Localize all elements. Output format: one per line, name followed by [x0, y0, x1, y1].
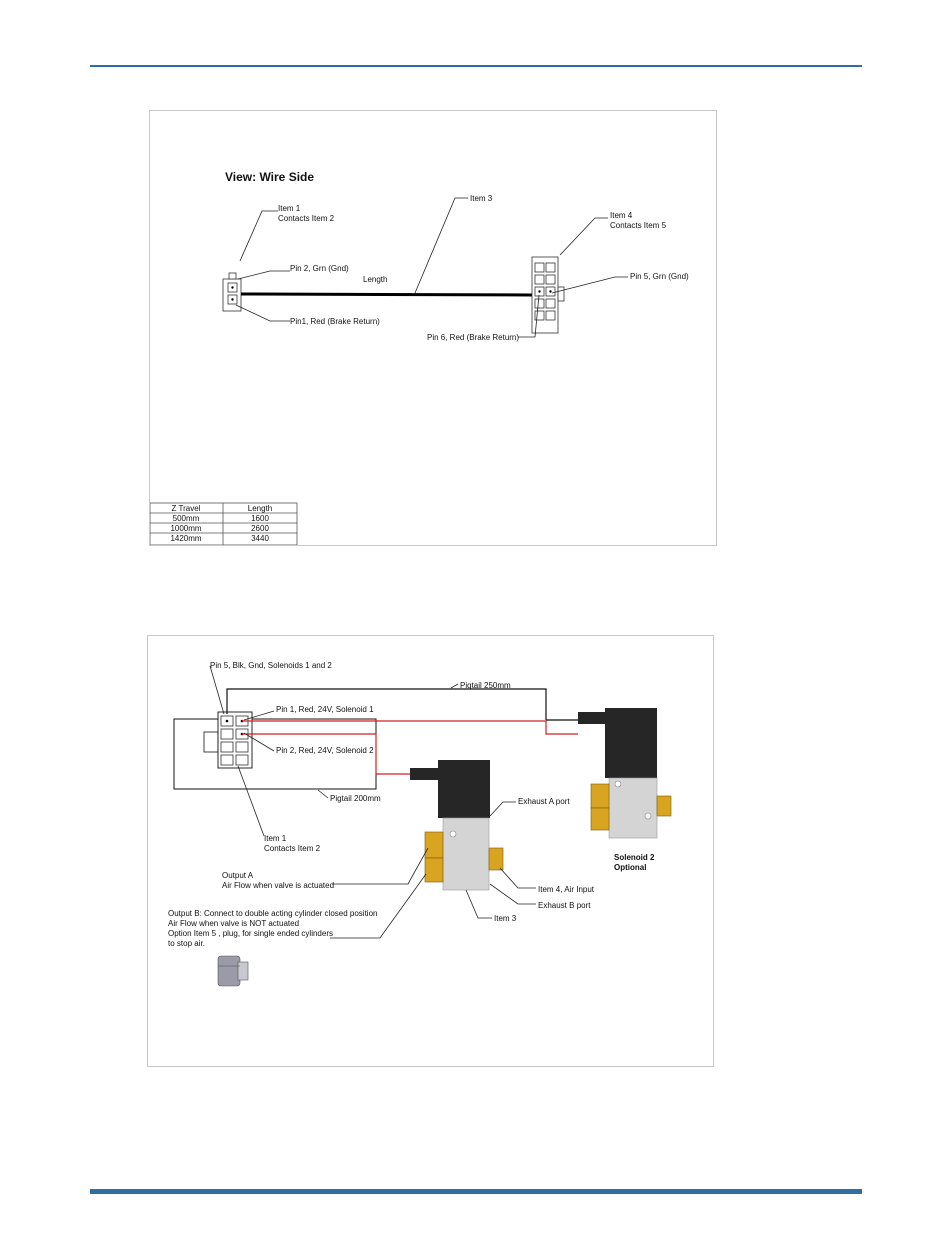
label-item4: Item 4, Air Input [538, 885, 595, 894]
table-header-length: Length [247, 504, 273, 513]
label-item1: Item 1 [264, 834, 287, 843]
table-cell: 500mm [172, 514, 200, 523]
label-item3: Item 3 [494, 914, 517, 923]
wire-diagram-svg [150, 111, 716, 545]
label-pin1: Pin 1, Red, 24V, Solenoid 1 [276, 705, 374, 714]
label-output-a: Output A [222, 871, 254, 880]
label-output-b: Output B: Connect to double acting cylinder closed position [168, 909, 378, 918]
label-length: Length [363, 275, 388, 284]
cable-item3 [241, 294, 532, 295]
header-rule [90, 65, 862, 67]
label-exhaust-b: Exhaust B port [538, 901, 591, 910]
label-item1-contacts: Contacts Item 2 [264, 844, 321, 853]
solenoid-valve-item3 [410, 760, 503, 890]
table-cell: 1600 [251, 514, 269, 523]
label-pin5: Pin 5, Blk, Gnd, Solenoids 1 and 2 [210, 661, 332, 670]
table-cell: 3440 [251, 534, 269, 543]
label-pin6: Pin 6, Red (Brake Return) [427, 333, 520, 342]
wire-black-gnd [227, 689, 546, 720]
solenoid-diagram-panel [147, 635, 714, 1067]
label-exhaust-a: Exhaust A port [518, 797, 570, 806]
label-solenoid2: Solenoid 2 [614, 853, 655, 862]
solenoid-diagram-svg [148, 636, 713, 1066]
label-pin1: Pin1, Red (Brake Return) [290, 317, 380, 326]
label-pin5: Pin 5, Grn (Gnd) [630, 272, 689, 281]
table-cell: 1420mm [170, 534, 202, 543]
wire-diagram-title: View: Wire Side [225, 170, 315, 184]
footer-rule [90, 1189, 862, 1194]
label-item4: Item 4 [610, 211, 633, 220]
table-cell: 1000mm [170, 524, 202, 533]
wire-diagram-panel [149, 110, 717, 546]
label-item1: Item 1 [278, 204, 301, 213]
table-header-z-travel: Z Travel [171, 504, 201, 513]
label-item3: Item 3 [470, 194, 493, 203]
label-item4-contacts: Contacts Item 5 [610, 221, 667, 230]
label-item1-contacts: Contacts Item 2 [278, 214, 335, 223]
label-pigtail-200: Pigtail 200mm [330, 794, 381, 803]
label-solenoid2-optional: Optional [614, 863, 647, 872]
label-output-a-desc: Air Flow when valve is actuated [222, 881, 335, 890]
plug-item5 [218, 956, 248, 986]
label-pin2: Pin 2, Red, 24V, Solenoid 2 [276, 746, 374, 755]
label-output-b-stop: to stop air. [168, 939, 205, 948]
table-cell: 2600 [251, 524, 269, 533]
label-pigtail-250: Pigtail 250mm [460, 681, 511, 690]
label-output-b-desc: Air Flow when valve is NOT actuated [168, 919, 300, 928]
label-output-b-option: Option Item 5 , plug, for single ended cylinders [168, 929, 333, 938]
length-table [150, 503, 297, 545]
solenoid-valve-2-optional [578, 708, 671, 838]
label-pin2: Pin 2, Grn (Gnd) [290, 264, 349, 273]
